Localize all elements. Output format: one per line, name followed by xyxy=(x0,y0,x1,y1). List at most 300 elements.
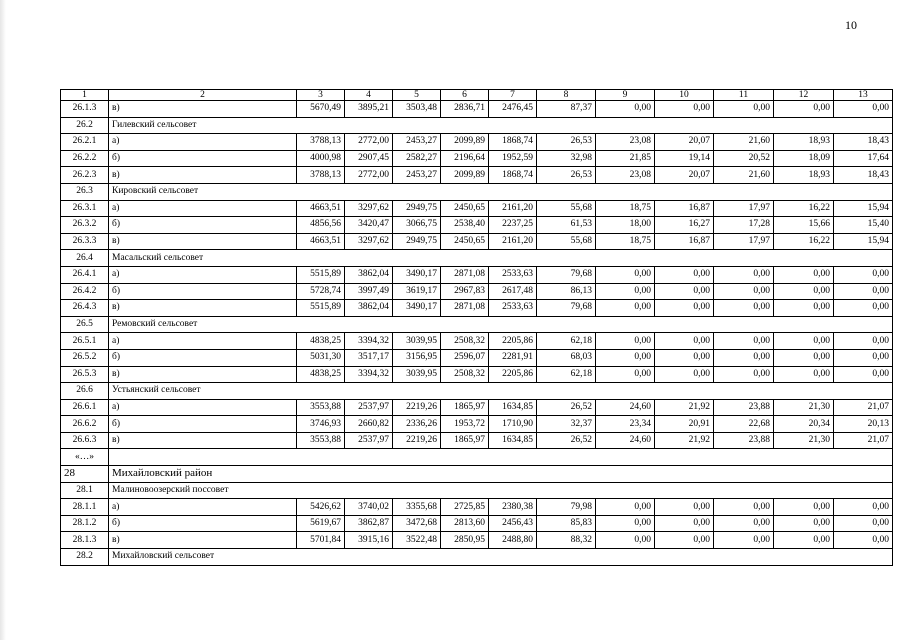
value-cell: 21,60 xyxy=(714,167,774,184)
table-row xyxy=(61,432,893,449)
value-cell: 62,18 xyxy=(537,333,596,350)
row-letter: в) xyxy=(109,167,297,184)
row-id: 26.2.3 xyxy=(61,167,109,184)
value-cell: 17,28 xyxy=(714,217,774,234)
section-id: 28.1 xyxy=(61,482,109,499)
value-cell: 2380,38 xyxy=(489,499,537,516)
table-row xyxy=(61,217,893,234)
value-cell: 4838,25 xyxy=(297,366,345,383)
table-row xyxy=(61,283,893,300)
value-cell: 1634,85 xyxy=(489,399,537,416)
section-row xyxy=(61,250,893,267)
column-number: 5 xyxy=(393,90,441,101)
value-cell: 3997,49 xyxy=(345,283,393,300)
section-row xyxy=(61,316,893,333)
value-cell: 2538,40 xyxy=(441,217,489,234)
value-cell: 20,34 xyxy=(774,416,834,433)
column-number: 1 xyxy=(61,90,109,101)
value-cell: 2219,26 xyxy=(393,399,441,416)
value-cell: 21,07 xyxy=(834,399,893,416)
value-cell: 18,09 xyxy=(774,150,834,167)
value-cell: 0,00 xyxy=(714,499,774,516)
value-cell: 3039,95 xyxy=(393,366,441,383)
row-letter: а) xyxy=(109,399,297,416)
value-cell: 3490,17 xyxy=(393,266,441,283)
value-cell: 87,37 xyxy=(537,101,596,118)
section-row xyxy=(61,549,893,566)
value-cell: 18,75 xyxy=(596,233,655,250)
value-cell: 17,97 xyxy=(714,233,774,250)
value-cell: 23,88 xyxy=(714,432,774,449)
value-cell: 2533,63 xyxy=(489,266,537,283)
value-cell: 0,00 xyxy=(596,532,655,549)
value-cell: 85,83 xyxy=(537,515,596,532)
table-row xyxy=(61,399,893,416)
value-cell: 5515,89 xyxy=(297,266,345,283)
value-cell: 3740,02 xyxy=(345,499,393,516)
row-id: 26.3.2 xyxy=(61,217,109,234)
value-cell: 18,00 xyxy=(596,217,655,234)
column-number: 11 xyxy=(714,90,774,101)
table-row xyxy=(61,366,893,383)
section-row xyxy=(61,183,893,200)
value-cell: 3915,16 xyxy=(345,532,393,549)
value-cell: 2336,26 xyxy=(393,416,441,433)
value-cell: 2456,43 xyxy=(489,515,537,532)
table-row xyxy=(61,134,893,151)
value-cell: 0,00 xyxy=(774,333,834,350)
column-number: 4 xyxy=(345,90,393,101)
value-cell: 3788,13 xyxy=(297,134,345,151)
section-label: Михайловский сельсовет xyxy=(109,549,893,566)
value-cell: 2907,45 xyxy=(345,150,393,167)
table-row xyxy=(61,300,893,317)
value-cell: 21,30 xyxy=(774,432,834,449)
column-number: 6 xyxy=(441,90,489,101)
value-cell: 68,03 xyxy=(537,349,596,366)
table-row xyxy=(61,266,893,283)
value-cell: 2850,95 xyxy=(441,532,489,549)
row-id: 26.5.3 xyxy=(61,366,109,383)
value-cell: 20,07 xyxy=(655,167,714,184)
value-cell: 0,00 xyxy=(774,532,834,549)
value-cell: 0,00 xyxy=(714,515,774,532)
row-id: 26.4.1 xyxy=(61,266,109,283)
value-cell: 0,00 xyxy=(774,266,834,283)
column-number: 9 xyxy=(596,90,655,101)
value-cell: 3297,62 xyxy=(345,233,393,250)
value-cell: 3788,13 xyxy=(297,167,345,184)
value-cell: 1634,85 xyxy=(489,432,537,449)
value-cell: 2537,97 xyxy=(345,399,393,416)
value-cell: 32,37 xyxy=(537,416,596,433)
value-cell: 20,07 xyxy=(655,134,714,151)
row-letter: б) xyxy=(109,416,297,433)
value-cell: 2772,00 xyxy=(345,167,393,184)
value-cell: 4838,25 xyxy=(297,333,345,350)
value-cell: 20,13 xyxy=(834,416,893,433)
value-cell: 3039,95 xyxy=(393,333,441,350)
value-cell: 2205,86 xyxy=(489,333,537,350)
row-id: 26.3.1 xyxy=(61,200,109,217)
section-id: 26.6 xyxy=(61,383,109,400)
value-cell: 4663,51 xyxy=(297,200,345,217)
value-cell: 21,92 xyxy=(655,399,714,416)
value-cell: 0,00 xyxy=(596,515,655,532)
value-cell: 0,00 xyxy=(655,532,714,549)
district-row xyxy=(61,466,893,483)
value-cell: 2508,32 xyxy=(441,333,489,350)
row-letter: в) xyxy=(109,532,297,549)
row-id: 28.1.2 xyxy=(61,515,109,532)
district-label: Михайловский район xyxy=(109,466,893,483)
column-number: 3 xyxy=(297,90,345,101)
value-cell: 0,00 xyxy=(834,101,893,118)
value-cell: 19,14 xyxy=(655,150,714,167)
value-cell: 3522,48 xyxy=(393,532,441,549)
value-cell: 5426,62 xyxy=(297,499,345,516)
value-cell: 16,22 xyxy=(774,200,834,217)
page-number: 10 xyxy=(845,18,857,32)
value-cell: 0,00 xyxy=(774,101,834,118)
value-cell: 16,27 xyxy=(655,217,714,234)
value-cell: 0,00 xyxy=(596,499,655,516)
value-cell: 62,18 xyxy=(537,366,596,383)
column-number: 10 xyxy=(655,90,714,101)
column-number: 13 xyxy=(834,90,893,101)
table-row xyxy=(61,167,893,184)
value-cell: 26,53 xyxy=(537,167,596,184)
value-cell: 1868,74 xyxy=(489,134,537,151)
row-letter: а) xyxy=(109,134,297,151)
value-cell: 2237,25 xyxy=(489,217,537,234)
value-cell: 32,98 xyxy=(537,150,596,167)
row-letter: б) xyxy=(109,283,297,300)
value-cell: 0,00 xyxy=(834,300,893,317)
row-id: 26.5.1 xyxy=(61,333,109,350)
table-row xyxy=(61,532,893,549)
value-cell: 2508,32 xyxy=(441,366,489,383)
section-label: Устьянский сельсовет xyxy=(109,383,893,400)
value-cell: 55,68 xyxy=(537,233,596,250)
row-letter: а) xyxy=(109,266,297,283)
value-cell: 4000,98 xyxy=(297,150,345,167)
value-cell: 23,08 xyxy=(596,167,655,184)
value-cell: 2725,85 xyxy=(441,499,489,516)
row-letter: б) xyxy=(109,515,297,532)
scan-edge-shadow xyxy=(0,0,6,640)
value-cell: 0,00 xyxy=(774,515,834,532)
value-cell: 18,93 xyxy=(774,134,834,151)
section-label: Малиновоозерский поссовет xyxy=(109,482,893,499)
value-cell: 86,13 xyxy=(537,283,596,300)
value-cell: 2967,83 xyxy=(441,283,489,300)
value-cell: 15,40 xyxy=(834,217,893,234)
value-cell: 3472,68 xyxy=(393,515,441,532)
value-cell: 2596,07 xyxy=(441,349,489,366)
value-cell: 79,98 xyxy=(537,499,596,516)
value-cell: 4663,51 xyxy=(297,233,345,250)
row-id: 26.6.1 xyxy=(61,399,109,416)
value-cell: 0,00 xyxy=(774,283,834,300)
value-cell: 0,00 xyxy=(655,366,714,383)
value-cell: 18,75 xyxy=(596,200,655,217)
value-cell: 5619,67 xyxy=(297,515,345,532)
value-cell: 3619,17 xyxy=(393,283,441,300)
value-cell: 2772,00 xyxy=(345,134,393,151)
value-cell: 2450,65 xyxy=(441,233,489,250)
value-cell: 3420,47 xyxy=(345,217,393,234)
value-cell: 2871,08 xyxy=(441,266,489,283)
value-cell: 2660,82 xyxy=(345,416,393,433)
value-cell: 0,00 xyxy=(774,300,834,317)
value-cell: 0,00 xyxy=(774,499,834,516)
value-cell: 24,60 xyxy=(596,432,655,449)
value-cell: 2099,89 xyxy=(441,167,489,184)
value-cell: 1865,97 xyxy=(441,432,489,449)
value-cell: 0,00 xyxy=(596,333,655,350)
value-cell: 0,00 xyxy=(655,349,714,366)
row-id: 26.4.2 xyxy=(61,283,109,300)
row-letter: в) xyxy=(109,233,297,250)
section-id: 26.5 xyxy=(61,316,109,333)
value-cell: 0,00 xyxy=(774,366,834,383)
value-cell: 0,00 xyxy=(834,499,893,516)
value-cell: 3156,95 xyxy=(393,349,441,366)
section-label: Кировский сельсовет xyxy=(109,183,893,200)
value-cell: 0,00 xyxy=(596,300,655,317)
row-letter: б) xyxy=(109,150,297,167)
value-cell: 15,66 xyxy=(774,217,834,234)
value-cell: 0,00 xyxy=(834,532,893,549)
value-cell: 21,30 xyxy=(774,399,834,416)
value-cell: 23,34 xyxy=(596,416,655,433)
value-cell: 2453,27 xyxy=(393,167,441,184)
value-cell: 0,00 xyxy=(714,300,774,317)
row-letter: а) xyxy=(109,499,297,516)
value-cell: 3862,87 xyxy=(345,515,393,532)
section-id: 26.3 xyxy=(61,183,109,200)
value-cell: 2219,26 xyxy=(393,432,441,449)
row-id: 26.4.3 xyxy=(61,300,109,317)
value-cell: 15,94 xyxy=(834,233,893,250)
value-cell: 16,87 xyxy=(655,200,714,217)
section-id: 28.2 xyxy=(61,549,109,566)
value-cell: 23,88 xyxy=(714,399,774,416)
value-cell: 0,00 xyxy=(596,366,655,383)
value-cell: 2196,64 xyxy=(441,150,489,167)
value-cell: 0,00 xyxy=(596,101,655,118)
section-row xyxy=(61,482,893,499)
row-id: 28.1.1 xyxy=(61,499,109,516)
value-cell: 1865,97 xyxy=(441,399,489,416)
value-cell: 2617,48 xyxy=(489,283,537,300)
value-cell: 5670,49 xyxy=(297,101,345,118)
section-id: 26.4 xyxy=(61,250,109,267)
table-row xyxy=(61,200,893,217)
table-row xyxy=(61,233,893,250)
value-cell: 17,64 xyxy=(834,150,893,167)
value-cell: 15,94 xyxy=(834,200,893,217)
value-cell: 1952,59 xyxy=(489,150,537,167)
section-id: 26.2 xyxy=(61,117,109,134)
value-cell: 0,00 xyxy=(834,266,893,283)
row-id: 28.1.3 xyxy=(61,532,109,549)
value-cell: 3895,21 xyxy=(345,101,393,118)
value-cell: 0,00 xyxy=(774,349,834,366)
row-id: 26.1.3 xyxy=(61,101,109,118)
row-id: 26.2.2 xyxy=(61,150,109,167)
value-cell: 1868,74 xyxy=(489,167,537,184)
row-id: 26.5.2 xyxy=(61,349,109,366)
value-cell: 3746,93 xyxy=(297,416,345,433)
value-cell: 1710,90 xyxy=(489,416,537,433)
value-cell: 16,22 xyxy=(774,233,834,250)
value-cell: 2205,86 xyxy=(489,366,537,383)
value-cell: 0,00 xyxy=(834,515,893,532)
value-cell: 2281,91 xyxy=(489,349,537,366)
row-letter: б) xyxy=(109,217,297,234)
value-cell: 0,00 xyxy=(834,366,893,383)
row-letter: б) xyxy=(109,349,297,366)
row-id: 26.6.3 xyxy=(61,432,109,449)
value-cell: 2453,27 xyxy=(393,134,441,151)
value-cell: 18,93 xyxy=(774,167,834,184)
district-id: 28 xyxy=(61,466,109,483)
value-cell: 26,52 xyxy=(537,432,596,449)
value-cell: 2488,80 xyxy=(489,532,537,549)
value-cell: 2537,97 xyxy=(345,432,393,449)
value-cell: 3862,04 xyxy=(345,300,393,317)
value-cell: 0,00 xyxy=(714,101,774,118)
value-cell: 2161,20 xyxy=(489,233,537,250)
value-cell: 22,68 xyxy=(714,416,774,433)
value-cell: 2836,71 xyxy=(441,101,489,118)
value-cell: 5701,84 xyxy=(297,532,345,549)
row-letter: в) xyxy=(109,300,297,317)
value-cell: 2450,65 xyxy=(441,200,489,217)
value-cell: 21,60 xyxy=(714,134,774,151)
value-cell: 0,00 xyxy=(655,266,714,283)
value-cell: 2099,89 xyxy=(441,134,489,151)
value-cell: 0,00 xyxy=(596,349,655,366)
row-id: 26.6.2 xyxy=(61,416,109,433)
value-cell: 5728,74 xyxy=(297,283,345,300)
value-cell: 0,00 xyxy=(714,283,774,300)
value-cell: 55,68 xyxy=(537,200,596,217)
value-cell: 0,00 xyxy=(655,283,714,300)
column-number: 2 xyxy=(109,90,297,101)
value-cell: 0,00 xyxy=(714,366,774,383)
value-cell: 0,00 xyxy=(714,349,774,366)
tariff-table xyxy=(60,89,893,566)
value-cell: 1953,72 xyxy=(441,416,489,433)
value-cell: 3553,88 xyxy=(297,432,345,449)
column-number: 8 xyxy=(537,90,596,101)
value-cell: 17,97 xyxy=(714,200,774,217)
value-cell: 3297,62 xyxy=(345,200,393,217)
value-cell: 0,00 xyxy=(714,266,774,283)
value-cell: 2161,20 xyxy=(489,200,537,217)
value-cell: 2949,75 xyxy=(393,233,441,250)
value-cell: 79,68 xyxy=(537,266,596,283)
value-cell: 0,00 xyxy=(834,283,893,300)
section-label: Ремовский сельсовет xyxy=(109,316,893,333)
value-cell: 2871,08 xyxy=(441,300,489,317)
section-label: Гилевский сельсовет xyxy=(109,117,893,134)
value-cell: 20,52 xyxy=(714,150,774,167)
value-cell: 26,53 xyxy=(537,134,596,151)
section-row xyxy=(61,117,893,134)
section-label: Масальский сельсовет xyxy=(109,250,893,267)
value-cell: 0,00 xyxy=(655,101,714,118)
table-row xyxy=(61,499,893,516)
value-cell: 5031,30 xyxy=(297,349,345,366)
value-cell: 4856,56 xyxy=(297,217,345,234)
row-letter: в) xyxy=(109,101,297,118)
value-cell: 2582,27 xyxy=(393,150,441,167)
value-cell: 0,00 xyxy=(596,283,655,300)
value-cell: 3503,48 xyxy=(393,101,441,118)
table-row xyxy=(61,150,893,167)
column-number-row xyxy=(61,90,893,101)
value-cell: 3066,75 xyxy=(393,217,441,234)
value-cell: 5515,89 xyxy=(297,300,345,317)
value-cell: 0,00 xyxy=(655,333,714,350)
row-letter: а) xyxy=(109,333,297,350)
value-cell: 0,00 xyxy=(655,300,714,317)
value-cell: 18,43 xyxy=(834,134,893,151)
omission-row xyxy=(61,449,893,466)
table-row xyxy=(61,101,893,118)
value-cell: 2949,75 xyxy=(393,200,441,217)
omission-mark: «…» xyxy=(61,449,109,466)
omission-blank xyxy=(109,449,893,466)
value-cell: 3394,32 xyxy=(345,333,393,350)
table-row xyxy=(61,515,893,532)
value-cell: 3862,04 xyxy=(345,266,393,283)
value-cell: 0,00 xyxy=(834,349,893,366)
value-cell: 2813,60 xyxy=(441,515,489,532)
value-cell: 16,87 xyxy=(655,233,714,250)
row-letter: в) xyxy=(109,432,297,449)
value-cell: 3394,32 xyxy=(345,366,393,383)
value-cell: 3553,88 xyxy=(297,399,345,416)
value-cell: 2476,45 xyxy=(489,101,537,118)
value-cell: 0,00 xyxy=(655,515,714,532)
value-cell: 0,00 xyxy=(834,333,893,350)
value-cell: 18,43 xyxy=(834,167,893,184)
column-number: 7 xyxy=(489,90,537,101)
row-letter: в) xyxy=(109,366,297,383)
section-row xyxy=(61,383,893,400)
value-cell: 26,52 xyxy=(537,399,596,416)
value-cell: 61,53 xyxy=(537,217,596,234)
value-cell: 0,00 xyxy=(714,333,774,350)
row-letter: а) xyxy=(109,200,297,217)
value-cell: 0,00 xyxy=(714,532,774,549)
value-cell: 21,92 xyxy=(655,432,714,449)
value-cell: 0,00 xyxy=(655,499,714,516)
value-cell: 3490,17 xyxy=(393,300,441,317)
value-cell: 21,85 xyxy=(596,150,655,167)
value-cell: 23,08 xyxy=(596,134,655,151)
value-cell: 20,91 xyxy=(655,416,714,433)
value-cell: 24,60 xyxy=(596,399,655,416)
value-cell: 88,32 xyxy=(537,532,596,549)
value-cell: 0,00 xyxy=(596,266,655,283)
row-id: 26.2.1 xyxy=(61,134,109,151)
